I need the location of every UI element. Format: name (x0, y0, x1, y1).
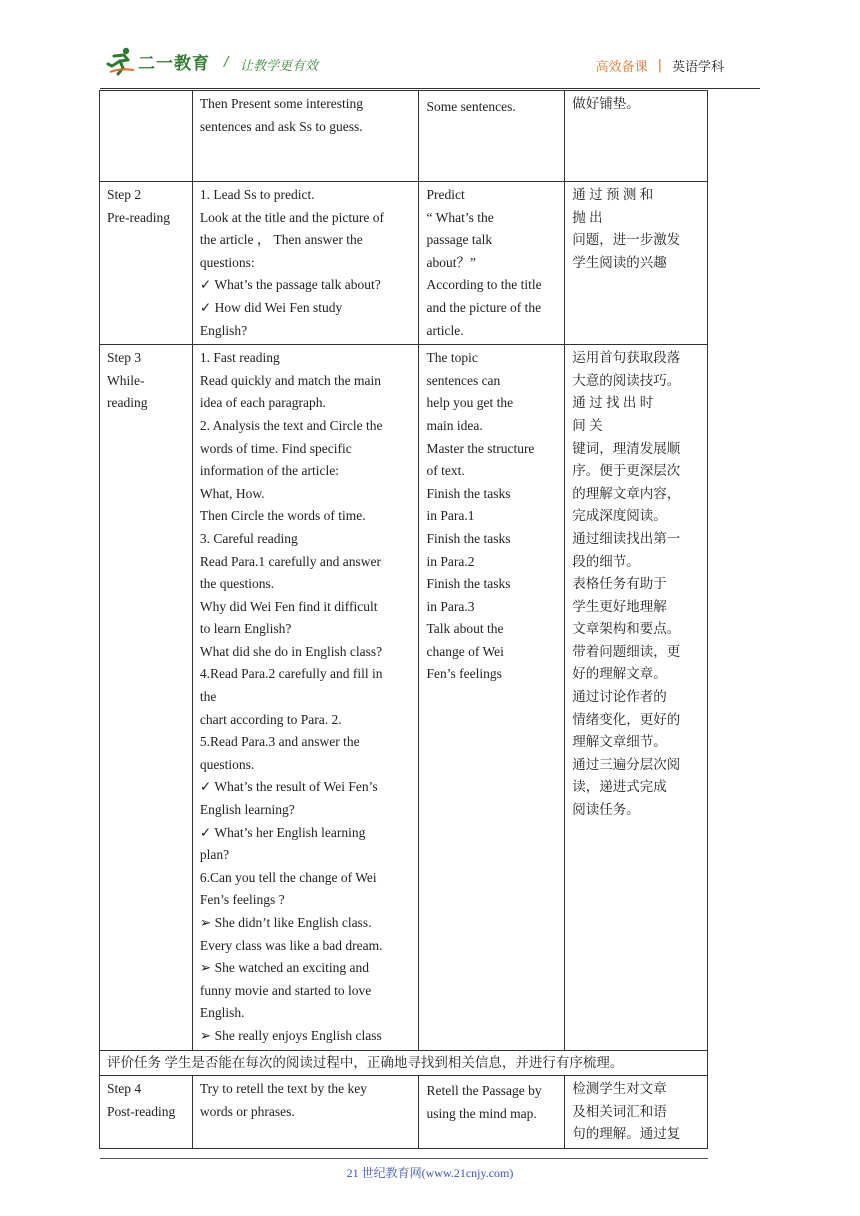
cell-line: the article ， Then answer the (199, 232, 363, 248)
student-cell (419, 1076, 565, 1149)
cell-line: sentences can (426, 372, 501, 388)
cell-line: 段的细节。 (572, 553, 640, 569)
cell-line: passage talk (426, 232, 493, 248)
cell-line: 键词，理清发展顺 (572, 440, 681, 456)
cell-line: in Para.2 (426, 553, 475, 569)
cell-line: English? (199, 322, 248, 338)
activity-cell (192, 345, 419, 1050)
cell-line: Finish the tasks (426, 576, 511, 592)
cell-line: 完成深度阅读。 (572, 508, 667, 524)
step-cell (100, 345, 193, 1050)
cell-line: Step 3 (107, 350, 142, 366)
cell-line: questions. (199, 756, 255, 772)
student-cell (419, 182, 565, 345)
header-subject (596, 56, 724, 75)
cell-line: sentences and ask Ss to guess. (199, 118, 363, 134)
cell-line: Finish the tasks (426, 485, 511, 501)
cell-line: funny movie and started to love (199, 982, 372, 998)
header-label-b: 英语学科 (671, 60, 724, 75)
cell-line: ✓ What’s the passage talk about? (199, 277, 381, 293)
cell-line: Predict (426, 187, 465, 202)
cell-line: Pre-reading (107, 209, 170, 225)
cell-line: help you get the (426, 395, 514, 411)
cell-line: main idea. (426, 417, 483, 433)
table-row (100, 1076, 708, 1149)
step-cell (100, 182, 193, 345)
cell-line: Finish the tasks (426, 530, 511, 546)
cell-line: 3. Careful reading (199, 530, 298, 546)
cell-line: chart according to Para. 2. (199, 711, 342, 727)
cell-line: 文章架构和要点。 (572, 621, 681, 637)
cell-line: about？” (426, 254, 476, 270)
cell-line: Retell the Passage by (426, 1083, 542, 1099)
cell-line: What, How. (199, 485, 265, 501)
table-row (100, 345, 708, 1050)
cell-line: Read Para.1 carefully and answer (199, 553, 381, 569)
cell-line: Then Present some interesting (199, 96, 363, 111)
cell-line: 通过细读找出第一 (572, 530, 681, 546)
cell-line: Try to retell the text by the key (199, 1081, 367, 1097)
cell-line: and the picture of the (426, 299, 542, 315)
cell-line: 及相关词汇和语 (572, 1103, 667, 1119)
student-cell (419, 91, 565, 182)
cell-line: change of Wei (426, 643, 504, 659)
cell-line: 做好铺垫。 (572, 96, 640, 111)
cell-line: English. (199, 1005, 245, 1021)
activity-cell (192, 91, 419, 182)
cell-line: Some sentences. (426, 99, 516, 114)
table-row (100, 182, 708, 345)
cell-line: Master the structure (426, 440, 535, 456)
cell-line: 1. Lead Ss to predict. (199, 187, 315, 202)
cell-line: 阅读任务。 (572, 802, 640, 818)
cell-line: ➢ She didn’t like English class. (199, 915, 372, 930)
cell-line: ✓ How did Wei Fen study (199, 299, 343, 315)
cell-line: 检测学生对文章 (572, 1081, 667, 1097)
footer-text: 21 世纪教育网(www.21cnjy.com) (346, 1166, 514, 1180)
cell-line: 学生更好地理解 (572, 598, 667, 614)
cell-line: of text. (426, 463, 465, 479)
cell-line: 1. Fast reading (199, 350, 280, 366)
cell-line: ✓ What’s her English learning (199, 824, 366, 840)
cell-line: 5.Read Para.3 and answer the (199, 734, 360, 750)
cell-line: 序。便于更深层次 (572, 463, 681, 479)
cell-line: What did she do in English class? (199, 643, 383, 659)
purpose-cell (565, 345, 708, 1050)
cell-line: in Para.1 (426, 508, 475, 524)
cell-line: ➢ She watched an exciting and (199, 960, 370, 976)
step-cell (100, 1076, 193, 1149)
cell-line: 通 过 预 测 和 (572, 187, 654, 202)
cell-line: 理解文章细节。 (572, 734, 667, 750)
cell-line: Fen’s feelings (426, 666, 502, 682)
cell-line: Every class was like a bad dream. (199, 937, 383, 953)
cell-line: Fen’s feelings ? (199, 892, 285, 908)
cell-line: words of time. Find specific (199, 440, 352, 456)
cell-line: using the mind map. (426, 1105, 537, 1121)
purpose-cell (565, 91, 708, 182)
cell-line: “ What’s the (426, 209, 494, 225)
cell-line: 间 关 (572, 417, 603, 433)
cell-line: 4.Read Para.2 carefully and fill in (199, 666, 383, 682)
header-slash: / (224, 55, 229, 70)
cell-line: ➢ She really enjoys English class (199, 1027, 382, 1043)
cell-line: 情绪变化，更好的 (572, 711, 681, 727)
logo (106, 46, 210, 76)
cell-line: Step 4 (107, 1081, 142, 1097)
cell-line: Post-reading (107, 1103, 176, 1119)
cell-line: 表格任务有助于 (572, 576, 667, 592)
cell-line: reading (107, 395, 148, 411)
cell-line: Talk about the (426, 621, 504, 637)
purpose-cell (565, 1076, 708, 1149)
cell-line: 通过讨论作者的 (572, 689, 667, 705)
cell-line: Why did Wei Fen find it difficult (199, 598, 378, 614)
lesson-table (99, 90, 708, 1149)
cell-line: plan? (199, 847, 230, 863)
purpose-cell (565, 182, 708, 345)
cell-line: Look at the title and the picture of (199, 209, 384, 225)
header-separator: | (657, 58, 662, 73)
cell-line: idea of each paragraph. (199, 395, 326, 411)
cell-line: in Para.3 (426, 598, 475, 614)
cell-line: words or phrases. (199, 1103, 295, 1119)
table-row (100, 91, 708, 182)
cell-line: 带着问题细读，更 (572, 643, 681, 659)
cell-line: 的理解文章内容， (572, 485, 681, 501)
cell-line: Step 2 (107, 187, 142, 202)
cell-line: According to the title (426, 277, 542, 293)
cell-line: 2. Analysis the text and Circle the (199, 417, 383, 433)
evaluation-row (100, 1050, 708, 1076)
cell-line: The topic (426, 350, 478, 366)
header-divider (100, 88, 760, 89)
cell-line: to learn English? (199, 621, 292, 637)
cell-line: 问题，进一步激发 (572, 232, 681, 248)
cell-line: 通 过 找 出 时 (572, 395, 654, 411)
cell-line: article. (426, 322, 464, 338)
cell-line: 读，递进式完成 (572, 779, 667, 795)
cell-line: questions: (199, 254, 255, 270)
cell-line: information of the article: (199, 463, 339, 479)
slogan: 让教学更有效 (240, 59, 319, 74)
cell-line: 运用首句获取段落 (572, 350, 681, 366)
step-cell (100, 91, 193, 182)
student-cell (419, 345, 565, 1050)
cell-line: 好的理解文章。 (572, 666, 667, 682)
runner-logo-icon (106, 46, 136, 76)
activity-cell (192, 182, 419, 345)
cell-line: the questions. (199, 576, 275, 592)
cell-line: Then Circle the words of time. (199, 508, 366, 524)
cell-line: ✓ What’s the result of Wei Fen’s (199, 779, 378, 795)
cell-line: While- (107, 372, 145, 388)
logo-text: 二一教育 (138, 53, 210, 74)
cell-line: 学生阅读的兴趣 (572, 254, 667, 270)
cell-line: 抛 出 (572, 209, 603, 225)
footer-divider (100, 1158, 708, 1159)
cell-line: the (199, 689, 217, 705)
cell-line: 通过三遍分层次阅 (572, 756, 681, 772)
header-label-a: 高效备课 (595, 60, 648, 75)
cell-line: 句的理解。通过复 (572, 1126, 681, 1142)
activity-cell (192, 1076, 419, 1149)
evaluation-cell: 评价任务 学生是否能在每次的阅读过程中，正确地寻找到相关信息，并进行有序梳理。 (100, 1050, 708, 1076)
cell-line: Read quickly and match the main (199, 372, 381, 388)
cell-line: 大意的阅读技巧。 (572, 372, 681, 388)
cell-line: 6.Can you tell the change of Wei (199, 869, 377, 885)
page-header (0, 0, 860, 92)
cell-line: English learning? (199, 802, 295, 818)
